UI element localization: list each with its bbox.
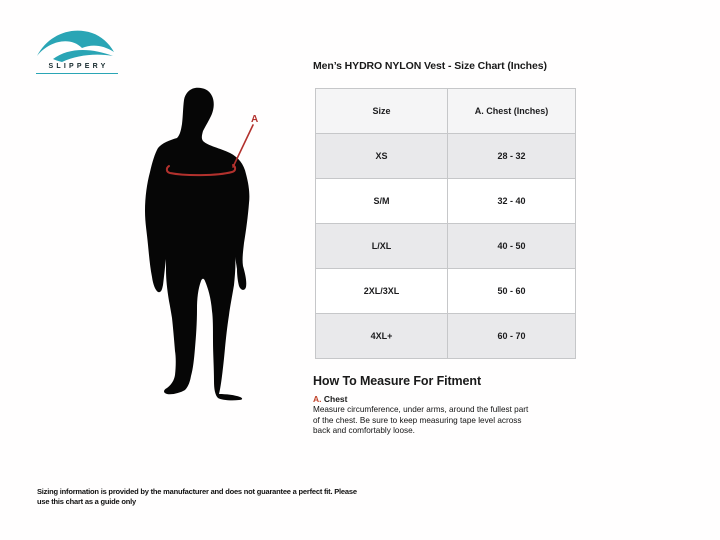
size-chart-table: [315, 88, 576, 359]
measure-item-label: [313, 394, 543, 404]
page-title: Men’s HYDRO NYLON Vest - Size Chart (Inches): [313, 60, 547, 72]
marker-a-label: A: [251, 114, 259, 125]
chest-cell: 60 - 70: [447, 314, 575, 358]
measure-item-marker: A.: [313, 394, 322, 404]
how-to-measure-section: [313, 374, 543, 437]
table-row: [316, 223, 575, 268]
chest-cell: 32 - 40: [447, 179, 575, 223]
wave-logo-icon: [36, 26, 116, 62]
table-row: [316, 268, 575, 313]
chest-cell: 40 - 50: [447, 224, 575, 268]
table-row: [316, 313, 575, 358]
marker-pointer-line: [233, 125, 253, 167]
size-cell: 2XL/3XL: [363, 286, 400, 296]
table-row: [316, 133, 575, 178]
how-to-measure-heading: How To Measure For Fitment: [313, 374, 482, 388]
measurement-diagram: [122, 85, 262, 405]
male-body-silhouette-icon: [122, 85, 262, 405]
table-header-row: [316, 89, 575, 133]
size-cell: XS: [375, 151, 388, 161]
measure-item-description: Measure circumference, under arms, around the fullest part of the chest. Be sure to keep measuring tape level across back and comfortably loose.: [313, 405, 529, 435]
column-header-size: Size: [372, 106, 391, 116]
chest-cell: 28 - 32: [447, 134, 575, 178]
brand-name: SLIPPERY: [36, 63, 118, 74]
chest-cell: 50 - 60: [447, 269, 575, 313]
column-header-chest: A. Chest (Inches): [447, 89, 575, 133]
table-row: [316, 178, 575, 223]
size-cell: 4XL+: [370, 331, 393, 341]
brand-logo: [36, 26, 118, 74]
disclaimer-text: Sizing information is provided by the manufacturer and does not guarantee a perfect fit. Please use this chart as a guide only: [37, 487, 357, 507]
size-cell: S/M: [373, 196, 390, 206]
size-cell: L/XL: [371, 241, 392, 251]
measure-item-name: Chest: [323, 394, 348, 404]
